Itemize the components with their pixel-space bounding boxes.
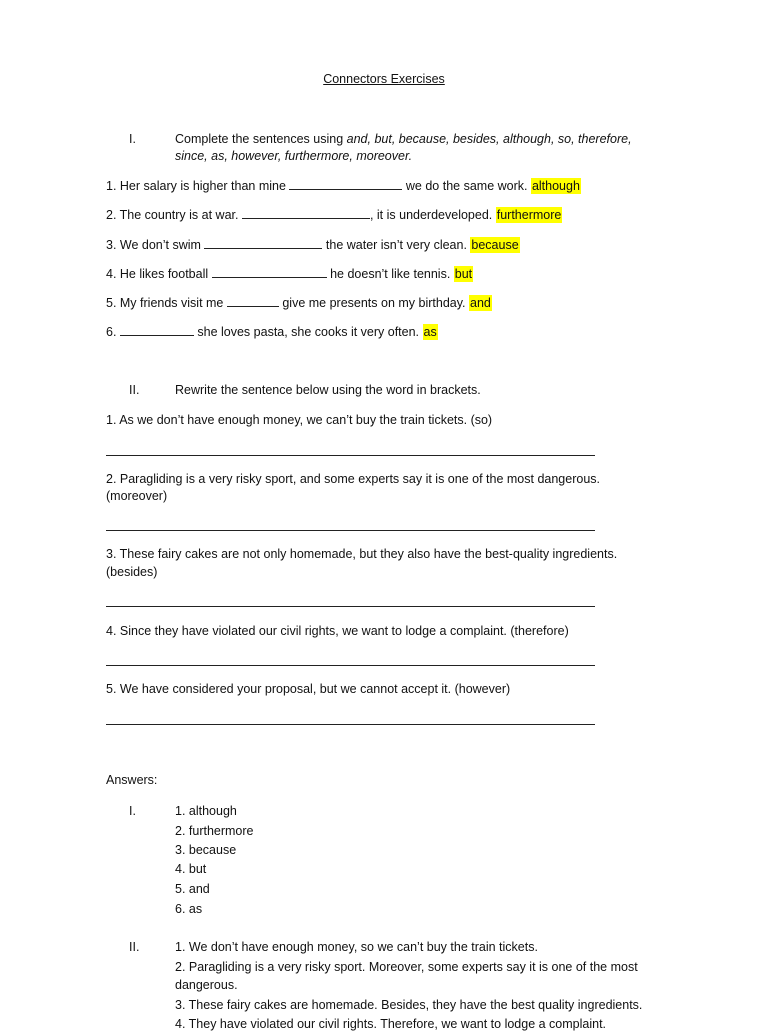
exercise-1-item-4: [106, 265, 473, 282]
section-1-instruction-line-1: [175, 131, 632, 147]
exercise-1-item-6: [106, 323, 438, 340]
answers-heading: Answers:: [106, 773, 158, 787]
answer-line-5[interactable]: [106, 724, 595, 725]
answer-1-2: 2. furthermore: [175, 824, 254, 838]
answer-line-4[interactable]: [106, 665, 595, 666]
item-text-after: , it is underdeveloped.: [369, 208, 496, 222]
item-text-before: 1. Her salary is higher than mine: [106, 179, 290, 193]
answer-1-6: 6. as: [175, 902, 203, 916]
answers-section-1-numeral: I.: [129, 804, 136, 818]
exercise-1-item-5: [106, 294, 492, 311]
answer-blank[interactable]: [227, 294, 279, 307]
item-text-before: 2. The country is at war.: [106, 208, 242, 222]
section-2-instruction: Rewrite the sentence below using the word in brackets.: [175, 383, 481, 397]
answer-1-1: 1. although: [175, 804, 237, 818]
highlighted-answer: as: [423, 325, 437, 339]
answer-2-1: 1. We don’t have enough money, so we can’t buy the train tickets.: [175, 940, 538, 954]
answer-2-3: 3. These fairy cakes are homemade. Besides, they have the best quality ingredients.: [175, 998, 643, 1012]
answer-blank[interactable]: [289, 177, 402, 190]
section-1-connector-words: and, but, because, besides, although, so, therefore,: [346, 132, 632, 146]
page-title: Connectors Exercises: [323, 72, 445, 86]
answer-2-4: 4. They have violated our civil rights. Therefore, we want to lodge a complaint.: [175, 1017, 607, 1031]
item-text-before: 5. My friends visit me: [106, 296, 227, 310]
section-1-instruction-line-2: [175, 148, 412, 164]
item-text-before: 6.: [106, 325, 120, 339]
exercise-1-item-3: [106, 236, 520, 253]
section-1-numeral: I.: [129, 132, 136, 146]
highlighted-answer: furthermore: [496, 208, 562, 222]
answer-blank[interactable]: [204, 236, 322, 249]
exercise-2-item-2-continued: (moreover): [106, 489, 168, 503]
answer-blank[interactable]: [212, 265, 327, 278]
highlighted-answer: and: [470, 296, 491, 310]
highlighted-answer: although: [531, 179, 580, 193]
section-1-connector-words-2: since, as, however, furthermore, moreover.: [175, 149, 413, 163]
exercise-1-item-2: [106, 206, 562, 223]
exercise-2-item-1: 1. As we don’t have enough money, we can’t buy the train tickets. (so): [106, 413, 493, 427]
item-text-after: he doesn’t like tennis.: [326, 267, 454, 281]
item-text-after: the water isn’t very clean.: [322, 238, 471, 252]
exercise-2-item-3: 3. These fairy cakes are not only homemade, but they also have the best-quality ingredients.: [106, 547, 618, 561]
answer-1-4: 4. but: [175, 862, 207, 876]
item-text-after: give me presents on my birthday.: [278, 296, 470, 310]
highlighted-answer: because: [471, 238, 519, 252]
answer-2-2-continued: dangerous.: [175, 978, 238, 992]
item-text-after: we do the same work.: [402, 179, 531, 193]
section-2-numeral: II.: [129, 383, 140, 397]
item-text-before: 3. We don’t swim: [106, 238, 205, 252]
answer-1-3: 3. because: [175, 843, 237, 857]
exercise-1-item-1: [106, 177, 581, 194]
exercise-2-item-3-continued: (besides): [106, 565, 158, 579]
answer-1-5: 5. and: [175, 882, 210, 896]
exercise-2-item-4: 4. Since they have violated our civil rights, we want to lodge a complaint. (therefore): [106, 624, 569, 638]
answer-line-1[interactable]: [106, 455, 595, 456]
answer-2-2: 2. Paragliding is a very risky sport. Moreover, some experts say it is one of the most: [175, 960, 638, 974]
item-text-before: 4. He likes football: [106, 267, 212, 281]
answer-line-2[interactable]: [106, 530, 595, 531]
answer-line-3[interactable]: [106, 606, 595, 607]
answer-blank[interactable]: [242, 206, 370, 219]
highlighted-answer: but: [454, 267, 473, 281]
item-text-after: she loves pasta, she cooks it very often.: [193, 325, 423, 339]
section-1-instruction-prefix: Complete the sentences using: [175, 132, 347, 146]
exercise-2-item-2: 2. Paragliding is a very risky sport, and some experts say it is one of the most dangerous.: [106, 472, 600, 486]
answers-section-2-numeral: II.: [129, 940, 140, 954]
answer-blank[interactable]: [120, 323, 194, 336]
exercise-2-item-5: 5. We have considered your proposal, but we cannot accept it. (however): [106, 682, 511, 696]
